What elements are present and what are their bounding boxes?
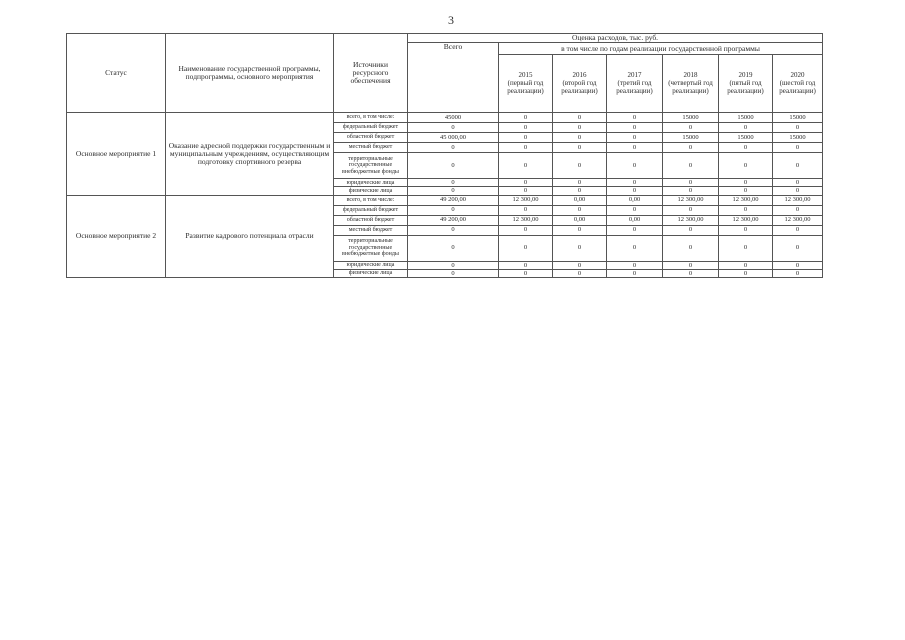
- year-value-cell: 0: [607, 133, 663, 143]
- year-value-cell: 0: [607, 187, 663, 195]
- year-value-cell: 0: [499, 187, 553, 195]
- year-value-cell: 0: [607, 235, 663, 261]
- year-value-cell: 12 300,00: [499, 195, 553, 205]
- header-sources: Источники ресурсного обеспечения: [334, 34, 408, 113]
- year-value-cell: 15000: [719, 113, 773, 123]
- year-value-cell: 0: [607, 261, 663, 269]
- header-year-2015: 2015 (первый год реализации): [499, 55, 553, 113]
- header-year-2020: 2020 (шестой год реализации): [773, 55, 823, 113]
- funding-source: физические лица: [334, 269, 408, 277]
- header-total: Всего: [408, 43, 499, 113]
- page-number: 3: [448, 13, 454, 27]
- total-cell: 0: [408, 143, 499, 153]
- year-value-cell: 0: [607, 113, 663, 123]
- year-value-cell: 0: [663, 205, 719, 215]
- year-value-cell: 0: [663, 179, 719, 187]
- year-value-cell: 0: [663, 261, 719, 269]
- year-value-cell: 0: [499, 261, 553, 269]
- funding-source: местный бюджет: [334, 225, 408, 235]
- header-year-2019: 2019 (пятый год реализации): [719, 55, 773, 113]
- year-value-cell: 0: [663, 153, 719, 179]
- year-value-cell: 12 300,00: [719, 195, 773, 205]
- year-value-cell: 0: [553, 179, 607, 187]
- year-value-cell: 0: [663, 187, 719, 195]
- year-value-cell: 12 300,00: [719, 215, 773, 225]
- total-cell: 0: [408, 187, 499, 195]
- section-status: Основное мероприятие 1: [67, 113, 166, 195]
- funding-source: федеральный бюджет: [334, 205, 408, 215]
- year-value-cell: 0: [553, 225, 607, 235]
- year-value-cell: 0: [663, 269, 719, 277]
- year-value-cell: 0: [773, 153, 823, 179]
- year-value-cell: 0: [553, 143, 607, 153]
- year-value-cell: 15000: [663, 113, 719, 123]
- funding-source: территориальные государственные внебюджетные фонды: [334, 235, 408, 261]
- year-value-cell: 0: [499, 113, 553, 123]
- funding-source: физические лица: [334, 187, 408, 195]
- year-value-cell: 0: [499, 179, 553, 187]
- year-value-cell: 0: [553, 187, 607, 195]
- year-value-cell: 0: [663, 235, 719, 261]
- year-value-cell: 15000: [773, 133, 823, 143]
- total-cell: 0: [408, 179, 499, 187]
- header-status: Статус: [67, 34, 166, 113]
- year-value-cell: 0: [499, 123, 553, 133]
- year-value-cell: 0: [499, 205, 553, 215]
- year-value-cell: 12 300,00: [499, 215, 553, 225]
- header-name: Наименование государственной программы, подпрограммы, основного мероприятия: [166, 34, 334, 113]
- funding-source: всего, в том числе:: [334, 113, 408, 123]
- year-value-cell: 0: [719, 205, 773, 215]
- funding-source: территориальные государственные внебюджетные фонды: [334, 153, 408, 179]
- total-cell: 0: [408, 235, 499, 261]
- year-value-cell: 0: [607, 225, 663, 235]
- year-value-cell: 0: [499, 133, 553, 143]
- section-name: Развитие кадрового потенциала отрасли: [166, 195, 334, 277]
- year-value-cell: 15000: [719, 133, 773, 143]
- year-value-cell: 0: [719, 261, 773, 269]
- year-value-cell: 0: [607, 205, 663, 215]
- section-name: Оказание адресной поддержки государственным и муниципальным учреждениям, осуществляющим подготовку спортивного резерва: [166, 113, 334, 195]
- year-value-cell: 0: [719, 235, 773, 261]
- funding-source: областной бюджет: [334, 215, 408, 225]
- section-status: Основное мероприятие 2: [67, 195, 166, 277]
- year-value-cell: 12 300,00: [663, 195, 719, 205]
- year-value-cell: 0: [719, 153, 773, 179]
- header-estimate: Оценка расходов, тыс. руб.: [408, 34, 823, 43]
- year-value-cell: 0: [607, 123, 663, 133]
- year-value-cell: 0: [773, 123, 823, 133]
- total-cell: 45 000,00: [408, 133, 499, 143]
- year-value-cell: 0: [553, 123, 607, 133]
- year-value-cell: 0: [607, 269, 663, 277]
- year-value-cell: 0: [553, 205, 607, 215]
- year-value-cell: 0: [773, 269, 823, 277]
- year-value-cell: 0: [719, 123, 773, 133]
- total-cell: 0: [408, 225, 499, 235]
- year-value-cell: 0: [719, 269, 773, 277]
- year-value-cell: 0: [719, 143, 773, 153]
- header-year-2018: 2018 (четвертый год реализации): [663, 55, 719, 113]
- table-header: [67, 34, 823, 113]
- total-cell: 0: [408, 261, 499, 269]
- year-value-cell: 0: [663, 143, 719, 153]
- year-value-cell: 0: [719, 187, 773, 195]
- year-value-cell: 0: [553, 153, 607, 179]
- year-value-cell: 0: [773, 143, 823, 153]
- year-value-cell: 15000: [663, 133, 719, 143]
- total-cell: 0: [408, 153, 499, 179]
- header-year-2017: 2017 (третий год реализации): [607, 55, 663, 113]
- year-value-cell: 12 300,00: [773, 215, 823, 225]
- total-cell: 45000: [408, 113, 499, 123]
- table-row: [67, 195, 823, 205]
- year-value-cell: 0: [773, 179, 823, 187]
- year-value-cell: 0: [499, 153, 553, 179]
- table-body: [67, 113, 823, 278]
- year-value-cell: 0: [607, 153, 663, 179]
- year-value-cell: 0,00: [553, 195, 607, 205]
- year-value-cell: 0,00: [553, 215, 607, 225]
- funding-source: юридические лица: [334, 179, 408, 187]
- total-cell: 49 200,00: [408, 195, 499, 205]
- year-value-cell: 0: [663, 225, 719, 235]
- year-value-cell: 0: [773, 225, 823, 235]
- funding-source: всего, в том числе:: [334, 195, 408, 205]
- year-value-cell: 0: [607, 179, 663, 187]
- year-value-cell: 0: [607, 143, 663, 153]
- year-value-cell: 0: [499, 269, 553, 277]
- total-cell: 0: [408, 205, 499, 215]
- year-value-cell: 0: [773, 187, 823, 195]
- total-cell: 49 200,00: [408, 215, 499, 225]
- year-value-cell: 12 300,00: [773, 195, 823, 205]
- year-value-cell: 0: [719, 179, 773, 187]
- funding-source: федеральный бюджет: [334, 123, 408, 133]
- year-value-cell: 0: [773, 235, 823, 261]
- year-value-cell: 0: [553, 133, 607, 143]
- budget-table: [66, 33, 823, 278]
- year-value-cell: 0: [553, 261, 607, 269]
- year-value-cell: 0: [499, 143, 553, 153]
- year-value-cell: 0: [553, 113, 607, 123]
- year-value-cell: 0,00: [607, 215, 663, 225]
- header-by-years: в том числе по годам реализации государственной программы: [499, 43, 823, 55]
- year-value-cell: 0: [663, 123, 719, 133]
- table-row: [67, 113, 823, 123]
- year-value-cell: 0,00: [607, 195, 663, 205]
- year-value-cell: 0: [773, 261, 823, 269]
- year-value-cell: 0: [553, 269, 607, 277]
- year-value-cell: 0: [499, 235, 553, 261]
- header-year-2016: 2016 (второй год реализации): [553, 55, 607, 113]
- funding-source: областной бюджет: [334, 133, 408, 143]
- year-value-cell: 12 300,00: [663, 215, 719, 225]
- year-value-cell: 15000: [773, 113, 823, 123]
- funding-source: юридические лица: [334, 261, 408, 269]
- year-value-cell: 0: [773, 205, 823, 215]
- funding-source: местный бюджет: [334, 143, 408, 153]
- year-value-cell: 0: [719, 225, 773, 235]
- year-value-cell: 0: [553, 235, 607, 261]
- year-value-cell: 0: [499, 225, 553, 235]
- total-cell: 0: [408, 269, 499, 277]
- total-cell: 0: [408, 123, 499, 133]
